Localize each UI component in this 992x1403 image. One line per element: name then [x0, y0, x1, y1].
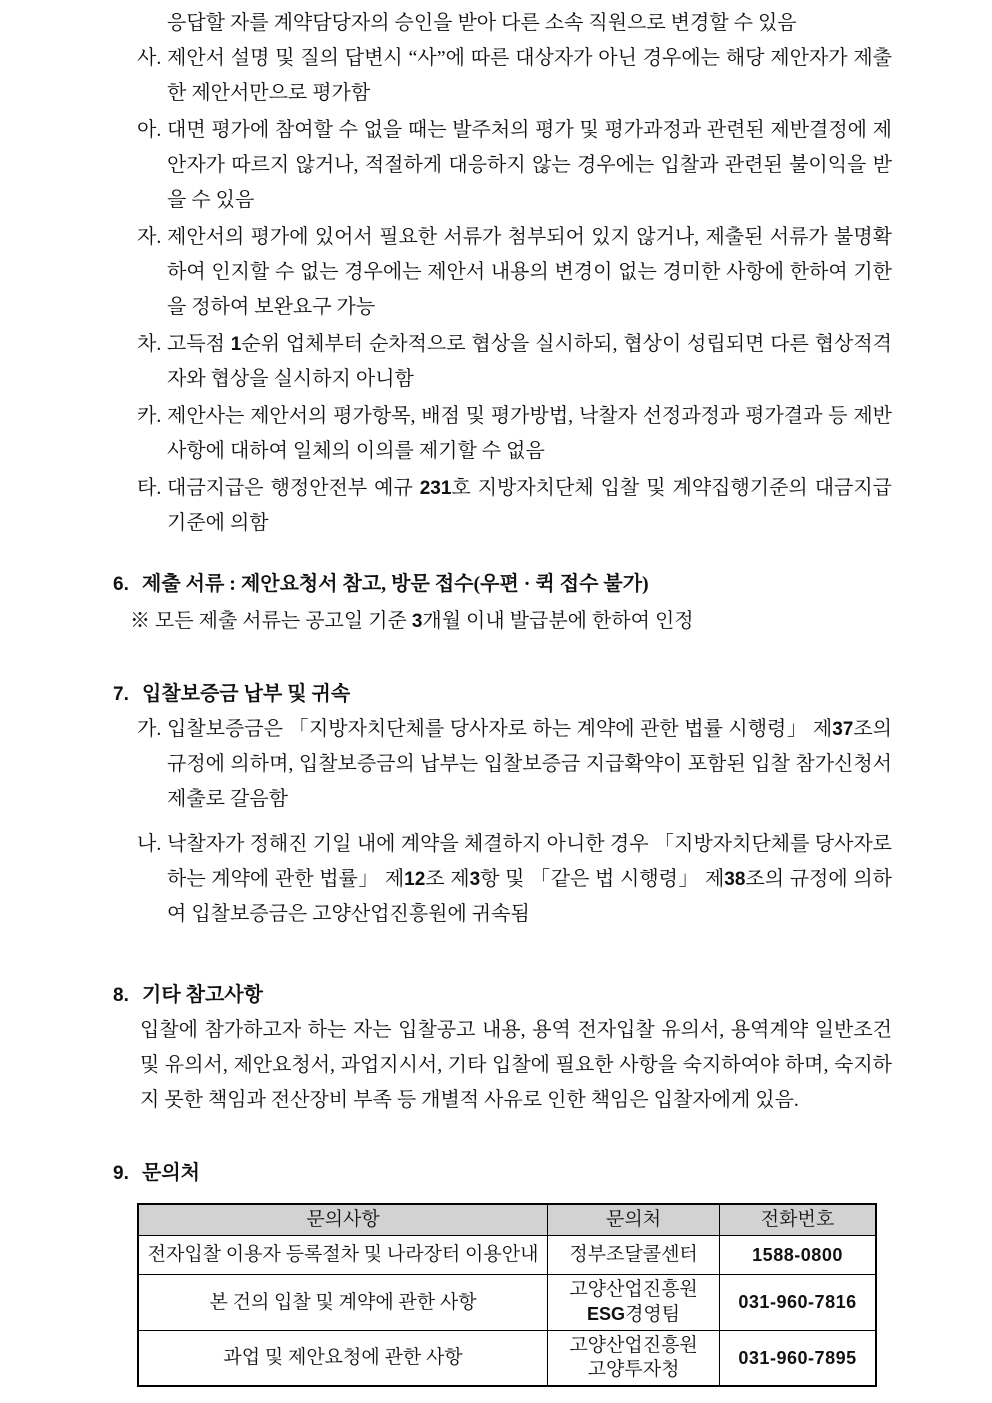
list-item-sa	[113, 41, 892, 111]
section-title-text: 제출 서류 : 제안요청서 참고, 방문 접수(우편 · 퀵 접수 불가)	[142, 573, 649, 595]
list-item-text: 입찰보증금은 「지방자치단체를 당사자로 하는 계약에 관한 법률 시행령」 제37조의 규정에 의하며, 입찰보증금의 납부는 입찰보증금 지급확약이 포함된 입찰 참가신청서 제출로 갈음함	[167, 718, 892, 810]
section-7-title	[113, 677, 892, 712]
list-item-label: 가.	[137, 718, 162, 740]
list-item-text: 제안사는 제안서의 평가항목, 배점 및 평가방법, 낙찰자 선정과정과 평가결과 등 제반사항에 대하여 일체의 이의를 제기할 수 없음	[167, 405, 892, 462]
table-row	[138, 1275, 876, 1331]
list-item-label: 아.	[137, 119, 162, 141]
contact-line-1: 고양산업진흥원	[569, 1335, 698, 1356]
inquiry-cell: 본 건의 입찰 및 계약에 관한 사항	[138, 1275, 548, 1331]
inquiry-cell: 전자입찰 이용자 등록절차 및 나라장터 이용안내	[138, 1236, 548, 1275]
section-title-text: 입찰보증금 납부 및 귀속	[142, 683, 351, 705]
contact-cell	[548, 1331, 720, 1387]
list-item-text: 제안서 설명 및 질의 답변시 “사”에 따른 대상자가 아닌 경우에는 해당 제안자가 제출한 제안서만으로 평가함	[167, 47, 892, 104]
list-item-ga	[113, 712, 892, 817]
phone-cell: 031-960-7895	[720, 1331, 876, 1387]
table-header-contact: 문의처	[548, 1204, 720, 1236]
contact-table	[137, 1203, 877, 1387]
section-9-title	[113, 1156, 892, 1191]
list-item-text: 제안서의 평가에 있어서 필요한 서류가 첨부되어 있지 않거나, 제출된 서류가 불명확하여 인지할 수 없는 경우에는 제안서 내용의 변경이 없는 경미한 사항에 한하여 기한을 정하여 보완요구 가능	[167, 226, 892, 318]
list-item-text: 대면 평가에 참여할 수 없을 때는 발주처의 평가 및 평가과정과 관련된 제반결정에 제안자가 따르지 않거나, 적절하게 대응하지 않는 경우에는 입찰과 관련된 불이익을 받을 수 있음	[167, 119, 892, 211]
paragraph-continuation: 응답할 자를 계약담당자의 승인을 받아 다른 소속 직원으로 변경할 수 있음	[167, 12, 797, 34]
table-header-row	[138, 1204, 876, 1236]
contact-line-1: 고양산업진흥원	[569, 1279, 698, 1300]
contact-cell: 정부조달콜센터	[548, 1236, 720, 1275]
section-number: 9.	[113, 1163, 129, 1184]
list-item-ka	[113, 399, 892, 469]
list-item-label: 차.	[137, 333, 162, 355]
section-6-title	[113, 567, 892, 602]
table-header-inquiry: 문의사항	[138, 1204, 548, 1236]
section-number: 7.	[113, 684, 129, 705]
section-number: 8.	[113, 985, 129, 1006]
list-item-text: 낙찰자가 정해진 기일 내에 계약을 체결하지 아니한 경우 「지방자치단체를 당사자로 하는 계약에 관한 법률」 제12조 제3항 및 「같은 법 시행령」 제38조의 규정에 의하여 입찰보증금은 고양산업진흥원에 귀속됨	[167, 833, 892, 925]
list-item-cha	[113, 327, 892, 397]
list-item-label: 나.	[137, 833, 162, 855]
contact-line-2: 고양투자청	[587, 1359, 680, 1380]
section-title-text: 기타 참고사항	[142, 984, 263, 1006]
phone-cell: 1588-0800	[720, 1236, 876, 1275]
table-row	[138, 1236, 876, 1275]
section-6-note: ※ 모든 제출 서류는 공고일 기준 3개월 이내 발급분에 한하여 인정	[130, 610, 694, 632]
section-8-body: 입찰에 참가하고자 하는 자는 입찰공고 내용, 용역 전자입찰 유의서, 용역계약 일반조건 및 유의서, 제안요청서, 과업지시서, 기타 입찰에 필요한 사항을 숙지하여야 하며, 숙지하지 못한 책임과 전산장비 부족 등 개별적 사유로 인한 책임은 입찰자에게 있음.	[140, 1019, 892, 1111]
section-8-title	[113, 978, 892, 1013]
list-item-text: 대금지급은 행정안전부 예규 231호 지방자치단체 입찰 및 계약집행기준의 대금지급기준에 의함	[167, 477, 892, 534]
table-row	[138, 1331, 876, 1387]
list-item-ja	[113, 220, 892, 325]
list-item-a	[113, 113, 892, 218]
list-item-ta	[113, 471, 892, 541]
inquiry-cell: 과업 및 제안요청에 관한 사항	[138, 1331, 548, 1387]
table-header-phone: 전화번호	[720, 1204, 876, 1236]
list-item-label: 사.	[137, 47, 162, 69]
list-item-label: 카.	[137, 405, 162, 427]
section-title-text: 문의처	[142, 1162, 200, 1184]
contact-line-2: ESG경영팀	[586, 1304, 681, 1325]
list-item-na	[113, 827, 892, 932]
phone-cell: 031-960-7816	[720, 1275, 876, 1331]
list-item-label: 타.	[137, 477, 162, 499]
section-number: 6.	[113, 574, 129, 595]
list-item-label: 자.	[137, 226, 162, 248]
list-item-text: 고득점 1순위 업체부터 순차적으로 협상을 실시하되, 협상이 성립되면 다른 협상적격자와 협상을 실시하지 아니함	[167, 333, 892, 390]
contact-cell	[548, 1275, 720, 1331]
